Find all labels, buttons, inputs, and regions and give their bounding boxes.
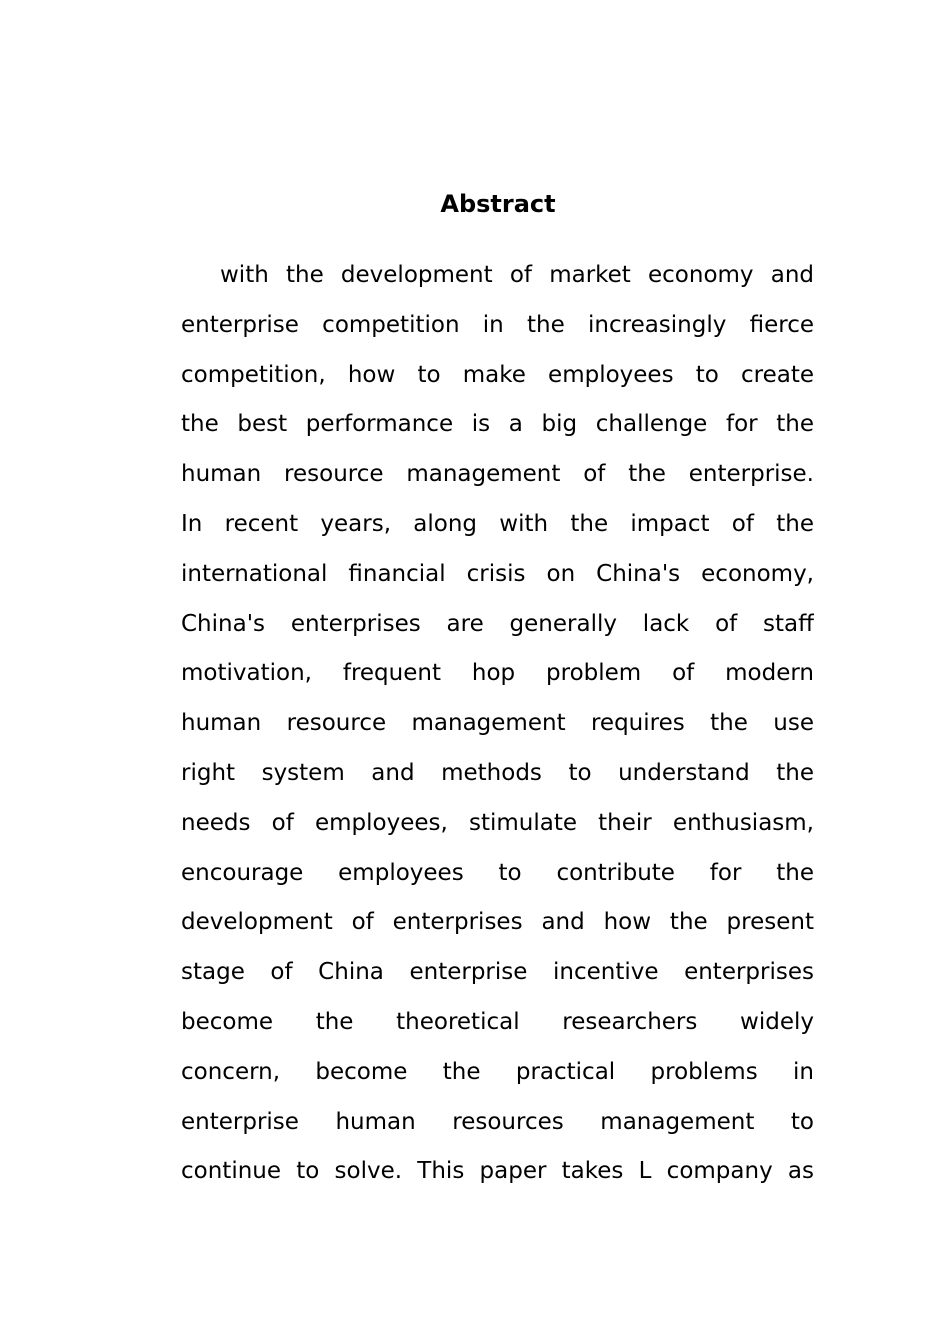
body-line-4: the best performance is a big challenge for the [181, 411, 814, 438]
body-line-14: development of enterprises and how the present [181, 909, 814, 936]
abstract-heading: Abstract [440, 190, 556, 218]
body-line-9: motivation, frequent hop problem of modern [181, 660, 814, 687]
body-line-18: enterprise human resources management to [181, 1108, 814, 1135]
body-line-19: continue to solve. This paper takes L company as [181, 1158, 814, 1185]
body-line-13: encourage employees to contribute for the [181, 859, 814, 886]
body-line-6: In recent years, along with the impact of the [181, 510, 814, 537]
body-line-5: human resource management of the enterprise. [181, 461, 814, 488]
body-line-10: human resource management requires the use [181, 710, 814, 737]
body-line-17: concern, become the practical problems in [181, 1058, 814, 1085]
body-line-3: competition, how to make employees to create [181, 361, 814, 388]
body-line-7: international financial crisis on China's economy, [181, 560, 814, 587]
body-line-16: become the theoretical researchers widely [181, 1008, 814, 1035]
body-line-2: enterprise competition in the increasingly fierce [181, 311, 814, 338]
body-line-8: China's enterprises are generally lack of staff [181, 610, 814, 637]
body-line-1: with the development of market economy and [220, 262, 814, 288]
abstract-body [181, 251, 814, 1197]
body-line-15: stage of China enterprise incentive enterprises [181, 959, 814, 986]
body-line-12: needs of employees, stimulate their enthusiasm, [181, 809, 814, 836]
body-line-11: right system and methods to understand the [181, 759, 814, 786]
